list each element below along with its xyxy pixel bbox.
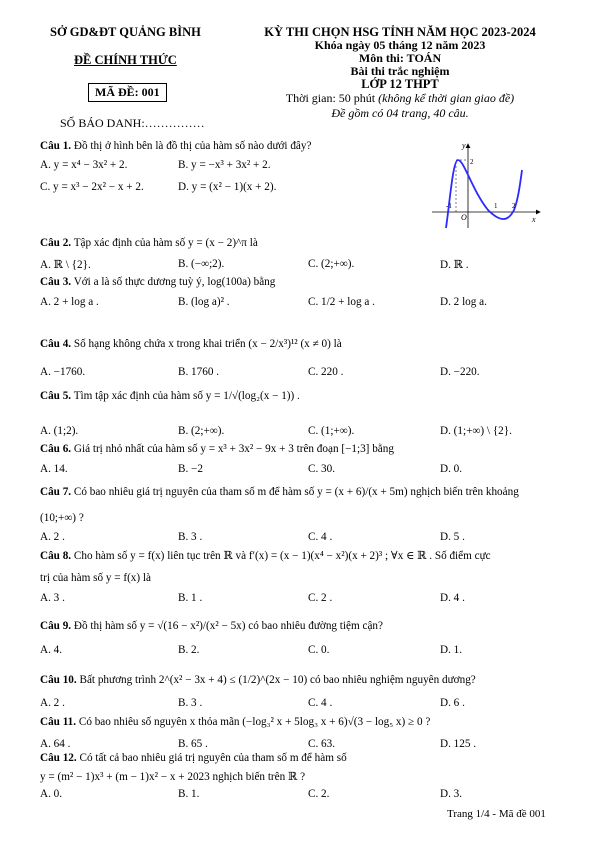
time-limit: Thời gian: 50 phút (không kể thời gian giao đề) [285,91,515,105]
q4-option-c[interactable]: C. 220 . [308,366,344,378]
q1-option-d[interactable]: D. y = (x² − 1)(x + 2). [178,181,277,193]
q11-option-a[interactable]: A. 64 . [40,738,71,750]
q6-option-b[interactable]: B. −2 [178,463,203,475]
exam-date: Khóa ngày 05 tháng 12 năm 2023 [314,38,486,52]
q7-option-d[interactable]: D. 5 . [440,531,465,543]
question-11: Câu 11. Có bao nhiêu số nguyên x thỏa mãn (−log₃² x + 5log₃ x + 6)√(3 − log₅ x) ≥ 0 ? [40,716,431,728]
official-label: ĐỀ CHÍNH THỨC [74,53,177,67]
curve [446,160,522,228]
tick-2: 2 [512,202,516,210]
function-graph [428,140,548,230]
q9-option-d[interactable]: D. 1. [440,644,463,656]
q11-option-d[interactable]: D. 125 . [440,738,477,750]
y-tick-2: 2 [470,158,474,166]
question-12: Câu 12. Có tất cả bao nhiêu giá trị nguyên của tham số m để hàm số [40,752,347,764]
page-count: Đề gồm có 04 trang, 40 câu. [331,106,469,120]
exam-title: KỲ THI CHỌN HSG TỈNH NĂM HỌC 2023-2024 [264,25,536,39]
question-8: Câu 8. Cho hàm số y = f(x) liên tục trên ℝ và f′(x) = (x − 1)(x⁴ − x²)(x + 2)³ ; ∀x ∈ ℝ . Số điểm cực [40,550,491,562]
origin-label: O [461,213,467,222]
q3-option-c[interactable]: C. 1/2 + log a . [308,296,375,308]
q10-option-a[interactable]: A. 2 . [40,697,65,709]
q6-option-d[interactable]: D. 0. [440,463,463,475]
q4-option-b[interactable]: B. 1760 . [178,366,220,378]
q9-option-c[interactable]: C. 0. [308,644,330,656]
q1-option-b[interactable]: B. y = −x³ + 3x² + 2. [178,159,271,171]
q7-option-a[interactable]: A. 2 . [40,531,65,543]
question-5: Câu 5. Tìm tập xác định của hàm số y = 1/√(log₂(x − 1)) . [40,390,300,402]
q3-option-d[interactable]: D. 2 log a. [440,296,487,308]
tick-minus-1: -1 [446,202,452,210]
q9-option-a[interactable]: A. 4. [40,644,63,656]
q12-option-a[interactable]: A. 0. [40,788,63,800]
q1-option-c[interactable]: C. y = x³ − 2x² − x + 2. [40,181,144,193]
y-label: y [462,141,466,150]
q3-option-a[interactable]: A. 2 + log a . [40,296,99,308]
candidate-number-label: SỐ BÁO DANH:…………… [60,116,205,130]
q5-option-c[interactable]: C. (1;+∞). [308,425,355,437]
question-10: Câu 10. Bất phương trình 2^(x² − 3x + 4) ≤ (1/2)^(2x − 10) có bao nhiêu nghiệm nguyên dương? [40,674,476,686]
q12-option-b[interactable]: B. 1. [178,788,200,800]
exam-code-box: MÃ ĐỀ: 001 [88,83,167,102]
q8-option-c[interactable]: C. 2 . [308,592,333,604]
q7-option-b[interactable]: B. 3 . [178,531,203,543]
grade: LỚP 12 THPT [361,77,439,91]
q10-option-c[interactable]: C. 4 . [308,697,333,709]
q4-option-d[interactable]: D. −220. [440,366,480,378]
q8-option-d[interactable]: D. 4 . [440,592,465,604]
q2-option-c[interactable]: C. (2;+∞). [308,258,355,270]
q11-option-c[interactable]: C. 63. [308,738,336,750]
q2-option-d[interactable]: D. ℝ . [440,259,469,271]
q10-option-b[interactable]: B. 3 . [178,697,203,709]
q5-option-b[interactable]: B. (2;+∞). [178,425,225,437]
q2-option-a[interactable]: A. ℝ \ {2}. [40,259,91,271]
q8-option-a[interactable]: A. 3 . [40,592,65,604]
q5-option-a[interactable]: A. (1;2). [40,425,79,437]
q6-option-c[interactable]: C. 30. [308,463,336,475]
question-7-line-2: (10;+∞) ? [40,512,84,524]
q12-option-d[interactable]: D. 3. [440,788,463,800]
q1-option-a[interactable]: A. y = x⁴ − 3x² + 2. [40,159,128,171]
test-type: Bài thi trắc nghiệm [350,64,450,78]
question-2: Câu 2. Tập xác định của hàm số y = (x − 2)^π là [40,237,258,249]
question-1: Câu 1. Đồ thị ở hình bên là đồ thị của hàm số nào dưới đây? [40,140,312,152]
page-footer: Trang 1/4 - Mã đề 001 [447,808,546,820]
tick-1: 1 [494,202,498,210]
q5-option-d[interactable]: D. (1;+∞) \ {2}. [440,425,512,437]
department-name: SỞ GD&ĐT QUẢNG BÌNH [50,25,201,39]
question-7: Câu 7. Có bao nhiêu giá trị nguyên của tham số m để hàm số y = (x + 6)/(x + 5m) nghịch biến trên khoảng [40,486,519,498]
q10-option-d[interactable]: D. 6 . [440,697,465,709]
q11-option-b[interactable]: B. 65 . [178,738,208,750]
q2-option-b[interactable]: B. (−∞;2). [178,258,225,270]
question-12-line-2: y = (m² − 1)x³ + (m − 1)x² − x + 2023 nghịch biến trên ℝ ? [40,771,306,783]
question-6: Câu 6. Giá trị nhỏ nhất của hàm số y = x³ + 3x² − 9x + 3 trên đoạn [−1;3] bằng [40,443,394,455]
question-9: Câu 9. Đồ thị hàm số y = √(16 − x²)/(x² − 5x) có bao nhiêu đường tiệm cận? [40,620,383,632]
q12-option-c[interactable]: C. 2. [308,788,330,800]
x-label: x [532,215,536,224]
q6-option-a[interactable]: A. 14. [40,463,68,475]
q4-option-a[interactable]: A. −1760. [40,366,86,378]
question-8-line-2: trị của hàm số y = f(x) là [40,572,152,584]
q9-option-b[interactable]: B. 2. [178,644,200,656]
q7-option-c[interactable]: C. 4 . [308,531,333,543]
question-4: Câu 4. Số hạng không chứa x trong khai triển (x − 2/x³)¹² (x ≠ 0) là [40,338,342,350]
q8-option-b[interactable]: B. 1 . [178,592,203,604]
q3-option-b[interactable]: B. (log a)² . [178,296,230,308]
subject: Môn thi: TOÁN [358,51,442,65]
question-3: Câu 3. Với a là số thực dương tuỳ ý, log(100a) bằng [40,276,276,288]
